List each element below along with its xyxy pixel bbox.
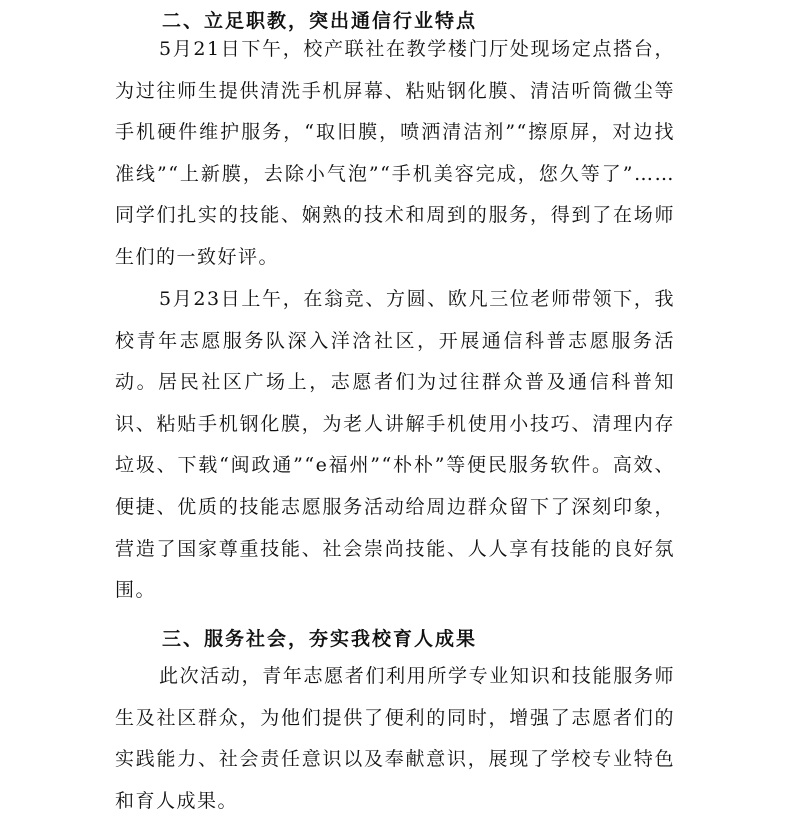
section-2-paragraph-1: 5月21日下午，校产联社在教学楼门厅处现场定点搭台，为过往师生提供清洗手机屏幕、粘贴钢化膜、清洁听筒微尘等手机硬件维护服务，“取旧膜，喷洒清洁剂”“擦原屏，对边找准线”“上新膜，去除小气泡”“手机美容完成，您久等了”……同学们扎实的技能、娴熟的技术和周到的服务，得到了在场师生们的一致好评。 xyxy=(115,38,675,268)
section-3-paragraph-1: 此次活动，青年志愿者们利用所学专业知识和技能服务师生及社区群众，为他们提供了便利的同时，增强了志愿者们的实践能力、社会责任意识以及奉献意识，展现了学校专业特色和育人成果。 xyxy=(115,665,675,812)
section-2-paragraph-2: 5月23日上午，在翁竞、方圆、欧凡三位老师带领下，我校青年志愿服务队深入洋浛社区，开展通信科普志愿服务活动。居民社区广场上，志愿者们为过往群众普及通信科普知识、粘贴手机钢化膜，为老人讲解手机使用小技巧、清理内存垃圾、下载“闽政通”“e福州”“朴朴”等便民服务软件。高效、便捷、优质的技能志愿服务活动给周边群众留下了深刻印象，营造了国家尊重技能、社会崇尚技能、人人享有技能的良好氛围。 xyxy=(115,288,675,602)
section-2-heading: 二、立足职教，突出通信行业特点 xyxy=(162,10,478,32)
section-3-heading: 三、服务社会，夯实我校育人成果 xyxy=(162,628,478,650)
